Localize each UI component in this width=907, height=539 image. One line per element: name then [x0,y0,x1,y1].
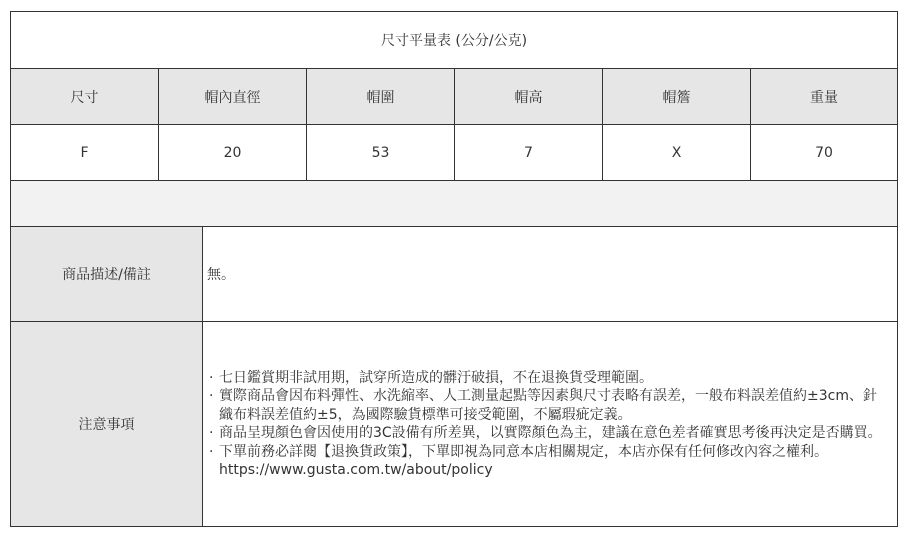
header-weight: 重量 [751,69,898,125]
cell-size: F [11,125,159,181]
note-item: · 商品呈現顏色會因使用的3C設備有所差異，以實際顏色為主，建議在意色差者確實思考後再決定是否購買。 [207,424,887,443]
header-size: 尺寸 [11,69,159,125]
cell-circumference: 53 [307,125,455,181]
description-label: 商品描述/備註 [11,227,203,322]
header-brim: 帽簷 [603,69,751,125]
cell-height: 7 [455,125,603,181]
note-item: · 下單前務必詳閱【退換貨政策】，下單即視為同意本店相關規定，本店亦保有任何修改內容之權利。https://www.gusta.com.tw/about/policy [207,443,887,480]
cell-inner-diameter: 20 [159,125,307,181]
cell-weight: 70 [751,125,898,181]
info-table [10,226,898,527]
header-circumference: 帽圍 [307,69,455,125]
note-item: · 實際商品會因布料彈性、水洗縮率、人工測量起點等因素與尺寸表略有誤差，一般布料誤差值約±3cm、針織布料誤差值約±5，為國際驗貨標準可接受範圍，不屬瑕疵定義。 [207,387,887,424]
header-height: 帽高 [455,69,603,125]
spacer-block [10,181,898,226]
notes-cell [203,322,898,527]
description-value: 無。 [203,227,898,322]
size-table [10,11,898,181]
notes-list [207,369,897,480]
note-item: · 七日鑑賞期非試用期，試穿所造成的髒汙破損，不在退換貨受理範圍。 [207,369,887,388]
cell-brim: X [603,125,751,181]
table-row [11,125,898,181]
size-table-title: 尺寸平量表 (公分/公克) [11,12,898,69]
header-inner-diameter: 帽內直徑 [159,69,307,125]
notes-label: 注意事項 [11,322,203,527]
